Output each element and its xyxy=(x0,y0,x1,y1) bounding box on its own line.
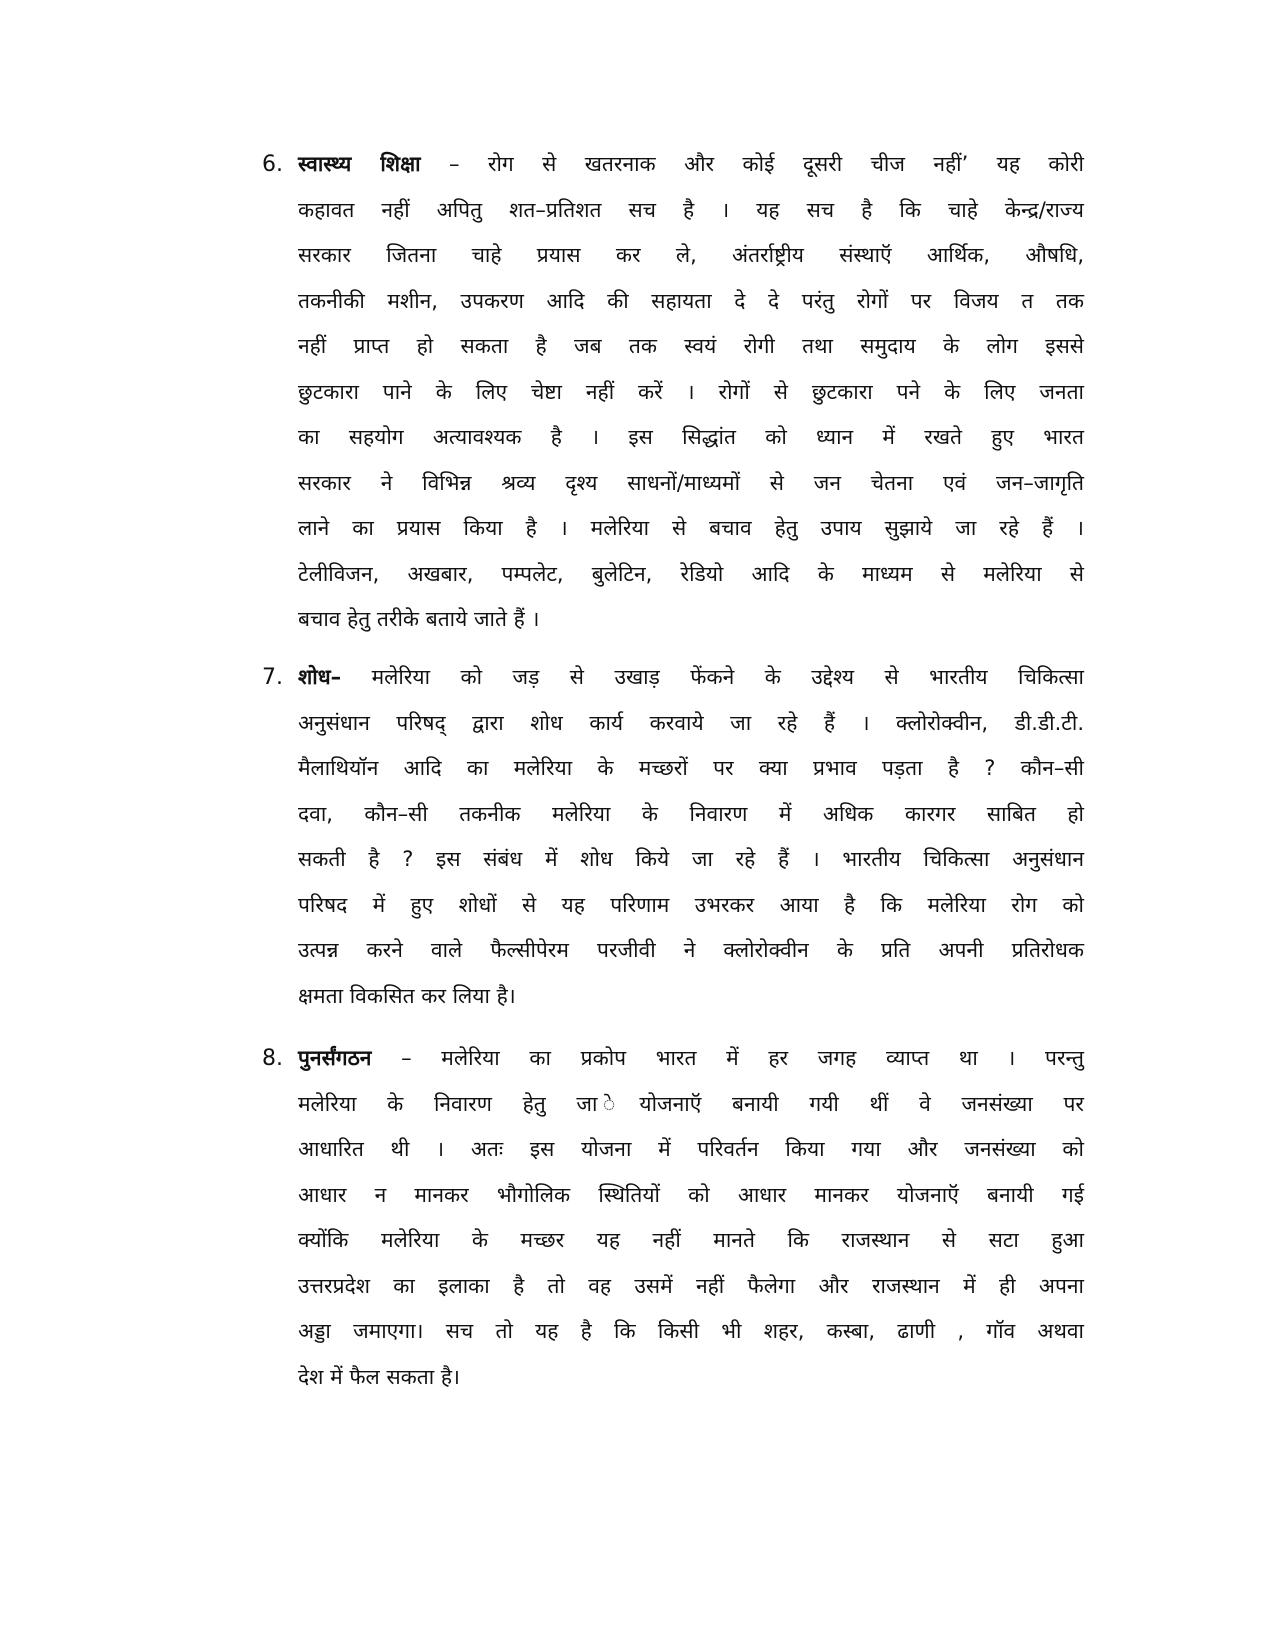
text-line: सरकार ने विभिन्न श्रव्य दृश्य साधनों/माध्यमों से जन चेतना एवं जन–जागृति xyxy=(298,470,1084,495)
list-item-research xyxy=(262,655,1084,1019)
list-item-reorganization xyxy=(262,1036,1084,1400)
item-heading: पुनर्संगठन xyxy=(298,1046,372,1070)
text-line: देश में फैल सकता है। xyxy=(298,1364,460,1389)
text-line: तकनीकी मशीन, उपकरण आदि की सहायता दे दे परंतु रोगों पर विजय त तक xyxy=(298,288,1084,313)
item-number: 7. xyxy=(262,665,283,690)
text-line: मलेरिया के निवारण हेतु जा ेयोजनाऍ बनायी गयी थीं वे जनसंख्या पर xyxy=(298,1091,1084,1116)
text-line-content: – मलेरिया का प्रकोप भारत में हर जगह व्याप्त था । परन्तु xyxy=(371,1046,1084,1070)
list-item-health-education xyxy=(262,142,1084,643)
text-line-content: – रोग से खतरनाक और कोई दूसरी चीज नहीं’ यह कोरी xyxy=(420,152,1084,176)
text-line: सरकार जितना चाहे प्रयास कर ले, अंतर्राष्ट्रीय संस्थाऍ आर्थिक, औषधि, xyxy=(298,243,1084,267)
text-line: सकती है ? इस संबंध में शोध किये जा रहे हैं । भारतीय चिकित्सा अनुसंधान xyxy=(298,847,1084,871)
text-line: आधार न मानकर भौगोलिक स्थितियों को आधार मानकर योजनाऍ बनायी गई xyxy=(298,1182,1084,1207)
text-line: नहीं प्राप्त हो सकता है जब तक स्वयं रोगी तथा समुदाय के लोग इससे xyxy=(298,334,1084,358)
text-line: टेलीविजन, अखबार, पम्पलेट, बुलेटिन, रेडियो आदि के माध्यम से मलेरिया से xyxy=(298,561,1084,586)
text-line: आधारित थी । अतः इस योजना में परिवर्तन किया गया और जनसंख्या को xyxy=(298,1137,1084,1161)
text-line xyxy=(298,142,1084,188)
text-line: अड्डा जमाएगा। सच तो यह है कि किसी भी शहर, कस्बा, ढाणी , गॉव अथवा xyxy=(298,1319,1084,1343)
text-line: क्षमता विकसित कर लिया है। xyxy=(298,983,516,1008)
text-line: लाने का प्रयास किया है । मलेरिया से बचाव हेतु उपाय सुझाये जा रहे हैं । xyxy=(298,516,1084,540)
item-heading: स्वास्थ्य शिक्षा xyxy=(298,152,421,176)
text-line: दवा, कौन–सी तकनीक मलेरिया के निवारण में अधिक कारगर साबित हो xyxy=(298,801,1084,826)
text-line: मैलाथियॉन आदि का मलेरिया के मच्छरों पर क्या प्रभाव पड़ता है ? कौन–सी xyxy=(298,756,1084,780)
text-line: छुटकारा पाने के लिए चेष्टा नहीं करें । रोगों से छुटकारा पने के लिए जनता xyxy=(298,379,1084,404)
item-number: 8. xyxy=(262,1046,283,1071)
text-line-content: मलेरिया को जड़ से उखाड़ फेंकने के उद्देश्य से भारतीय चिकित्सा xyxy=(341,665,1084,689)
text-line: क्योंकि मलेरिया के मच्छर यह नहीं मानते कि राजस्थान से सटा हुआ xyxy=(298,1228,1084,1252)
text-line: परिषद में हुए शोधों से यह परिणाम उभरकर आया है कि मलेरिया रोग को xyxy=(298,892,1084,917)
text-line xyxy=(298,655,1084,701)
text-line: का सहयोग अत्यावश्यक है । इस सिद्धांत को ध्यान में रखते हुए भारत xyxy=(298,425,1084,449)
text-line: उत्तरप्रदेश का इलाका है तो वह उसमें नहीं फैलेगा और राजस्थान में ही अपना xyxy=(298,1273,1084,1298)
item-heading: शोध– xyxy=(298,665,342,689)
text-line xyxy=(298,1036,1084,1082)
item-number: 6. xyxy=(262,152,283,177)
text-line: कहावत नहीं अपितु शत–प्रतिशत सच है । यह सच है कि चाहे केन्द्र/राज्य xyxy=(298,197,1084,222)
text-line: बचाव हेतु तरीके बताये जाते हैं । xyxy=(298,607,540,631)
text-line: अनुसंधान परिषद् द्वारा शोध कार्य करवाये जा रहे हैं । क्लोरोक्वीन, डी.डी.टी. xyxy=(298,710,1084,735)
text-line: उत्पन्न करने वाले फैल्सीपेरम परजीवी ने क्लोरोक्वीन के प्रति अपनी प्रतिरोधक xyxy=(298,938,1084,962)
